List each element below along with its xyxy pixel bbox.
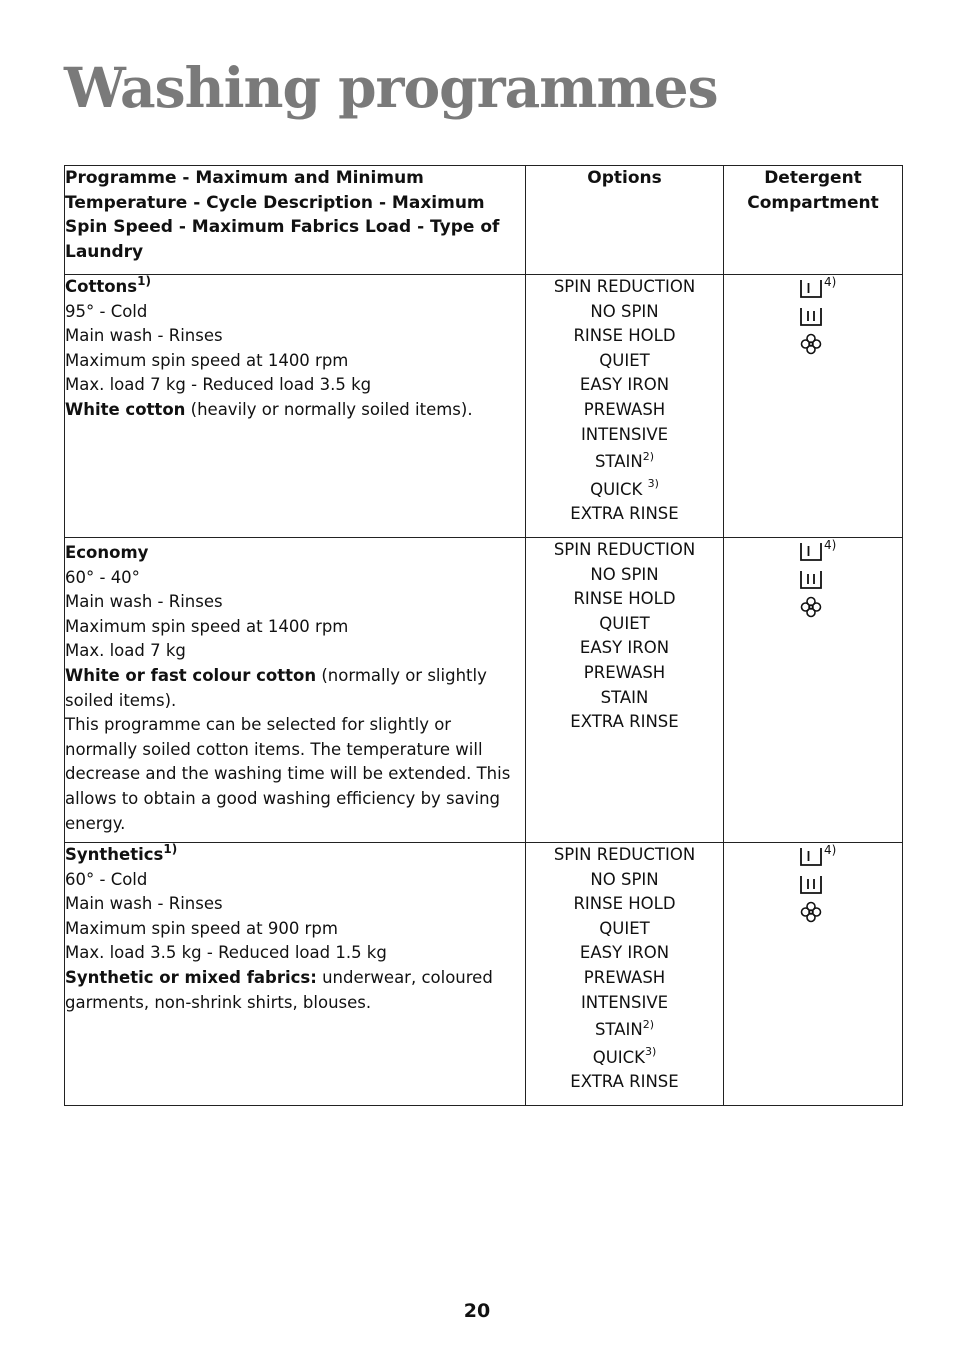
option-item: RINSE HOLD bbox=[573, 894, 676, 914]
detergent-compartments bbox=[724, 538, 903, 843]
programme-temperature: 60° - 40° bbox=[65, 567, 140, 587]
programme-laundry: White or fast colour cotton (normally or slightly soiled items). bbox=[65, 665, 487, 710]
option-item: RINSE HOLD bbox=[573, 326, 676, 346]
compartment-row bbox=[783, 566, 843, 594]
header-detergent: Detergent Compartment bbox=[724, 166, 903, 275]
footnote-marker: 4) bbox=[824, 843, 837, 857]
programme-options bbox=[526, 275, 724, 538]
programme-description bbox=[65, 843, 526, 1106]
programme-load: Max. load 3.5 kg - Reduced load 1.5 kg bbox=[65, 943, 387, 963]
page-number: 20 bbox=[463, 1300, 491, 1322]
programme-name: Economy bbox=[65, 543, 149, 562]
option-item: EXTRA RINSE bbox=[570, 1072, 679, 1092]
option-item: PREWASH bbox=[583, 399, 666, 419]
option-item: PREWASH bbox=[583, 967, 666, 987]
softener-flower-icon bbox=[799, 596, 823, 618]
programme-options bbox=[526, 538, 724, 843]
prewash-compartment-icon bbox=[799, 279, 823, 299]
footnote-marker: 1) bbox=[137, 273, 151, 288]
washing-programmes-table bbox=[64, 165, 903, 1106]
option-item: NO SPIN bbox=[590, 869, 659, 889]
option-item: STAIN$^{2)}$ bbox=[594, 449, 655, 472]
compartment-row bbox=[783, 871, 843, 899]
prewash-compartment-icon bbox=[799, 542, 823, 562]
page-title: Washing programmes bbox=[64, 55, 718, 120]
table-header-row bbox=[65, 166, 903, 275]
programme-spin: Maximum spin speed at 1400 rpm bbox=[65, 350, 349, 370]
option-item: QUICK$^{3)}$ bbox=[592, 1045, 657, 1067]
option-item: SPIN REDUCTION bbox=[553, 277, 696, 296]
option-item: STAIN bbox=[600, 687, 649, 707]
main-wash-compartment-icon bbox=[799, 307, 823, 327]
option-item: INTENSIVE bbox=[580, 992, 669, 1012]
option-item: NO SPIN bbox=[590, 564, 659, 584]
programme-name: Synthetics$^{1)}$ bbox=[65, 841, 178, 864]
programme-cycle: Main wash - Rinses bbox=[65, 894, 223, 914]
option-item: NO SPIN bbox=[590, 301, 659, 321]
programme-description bbox=[65, 275, 526, 538]
option-item: RINSE HOLD bbox=[573, 589, 676, 609]
option-item: EASY IRON bbox=[579, 638, 670, 658]
programme-description bbox=[65, 538, 526, 843]
programme-cycle: Main wash - Rinses bbox=[65, 592, 223, 612]
compartment-row bbox=[783, 303, 843, 331]
option-item: PREWASH bbox=[583, 662, 666, 682]
option-item: SPIN REDUCTION bbox=[553, 845, 696, 864]
compartment-row bbox=[783, 275, 843, 303]
prewash-compartment-icon bbox=[799, 847, 823, 867]
footnote-marker: 4) bbox=[824, 538, 837, 552]
option-item: SPIN REDUCTION bbox=[553, 540, 696, 559]
programme-laundry: Synthetic or mixed fabrics: underwear, coloured garments, non-shrink shirts, blouses. bbox=[65, 967, 493, 1012]
programme-temperature: 95° - Cold bbox=[65, 301, 148, 321]
option-item: EASY IRON bbox=[579, 943, 670, 963]
programme-spin: Maximum spin speed at 900 rpm bbox=[65, 918, 338, 938]
footnote-marker: 1) bbox=[163, 841, 178, 856]
header-programme: Programme - Maximum and Minimum Temperature - Cycle Description - Maximum Spin Speed - Maximum Fabrics Load - Type of Laundry bbox=[65, 166, 526, 275]
option-item: QUIET bbox=[599, 613, 650, 633]
programme-spin: Maximum spin speed at 1400 rpm bbox=[65, 616, 349, 636]
programme-load: Max. load 7 kg - Reduced load 3.5 kg bbox=[65, 375, 372, 395]
table-row-synthetics bbox=[65, 843, 903, 1106]
programme-name: Cottons$^{1)}$ bbox=[65, 273, 151, 296]
compartment-row bbox=[783, 538, 843, 566]
programme-note: This programme can be selected for slightly or normally soiled cotton items. The temperature will decrease and the washing time will be extended. This allows to obtain a good washing efficiency by saving energy. bbox=[65, 715, 511, 833]
table-row-cottons bbox=[65, 275, 903, 538]
option-item: QUIET bbox=[599, 918, 650, 938]
softener-flower-icon bbox=[799, 333, 823, 355]
compartment-row bbox=[783, 843, 843, 871]
table-row-economy bbox=[65, 538, 903, 843]
option-item: EXTRA RINSE bbox=[570, 712, 679, 732]
footnote-marker: 4) bbox=[824, 275, 837, 289]
main-wash-compartment-icon bbox=[799, 570, 823, 590]
header-options: Options bbox=[526, 166, 724, 275]
option-item: INTENSIVE bbox=[580, 424, 669, 444]
programme-options bbox=[526, 843, 724, 1106]
main-wash-compartment-icon bbox=[799, 875, 823, 895]
option-item: QUIET bbox=[599, 350, 650, 370]
compartment-row bbox=[783, 594, 843, 622]
programme-laundry: White cotton (heavily or normally soiled items). bbox=[65, 399, 473, 419]
programme-temperature: 60° - Cold bbox=[65, 869, 148, 889]
programme-cycle: Main wash - Rinses bbox=[65, 326, 223, 346]
option-item: EASY IRON bbox=[579, 375, 670, 395]
option-item: EXTRA RINSE bbox=[570, 504, 679, 524]
option-item: QUICK $^{3)}$ bbox=[590, 477, 659, 499]
programme-load: Max. load 7 kg bbox=[65, 641, 186, 661]
detergent-compartments bbox=[724, 275, 903, 538]
option-item: STAIN$^{2)}$ bbox=[594, 1017, 655, 1040]
detergent-compartments bbox=[724, 843, 903, 1106]
compartment-row bbox=[783, 331, 843, 359]
compartment-row bbox=[783, 899, 843, 927]
softener-flower-icon bbox=[799, 901, 823, 923]
